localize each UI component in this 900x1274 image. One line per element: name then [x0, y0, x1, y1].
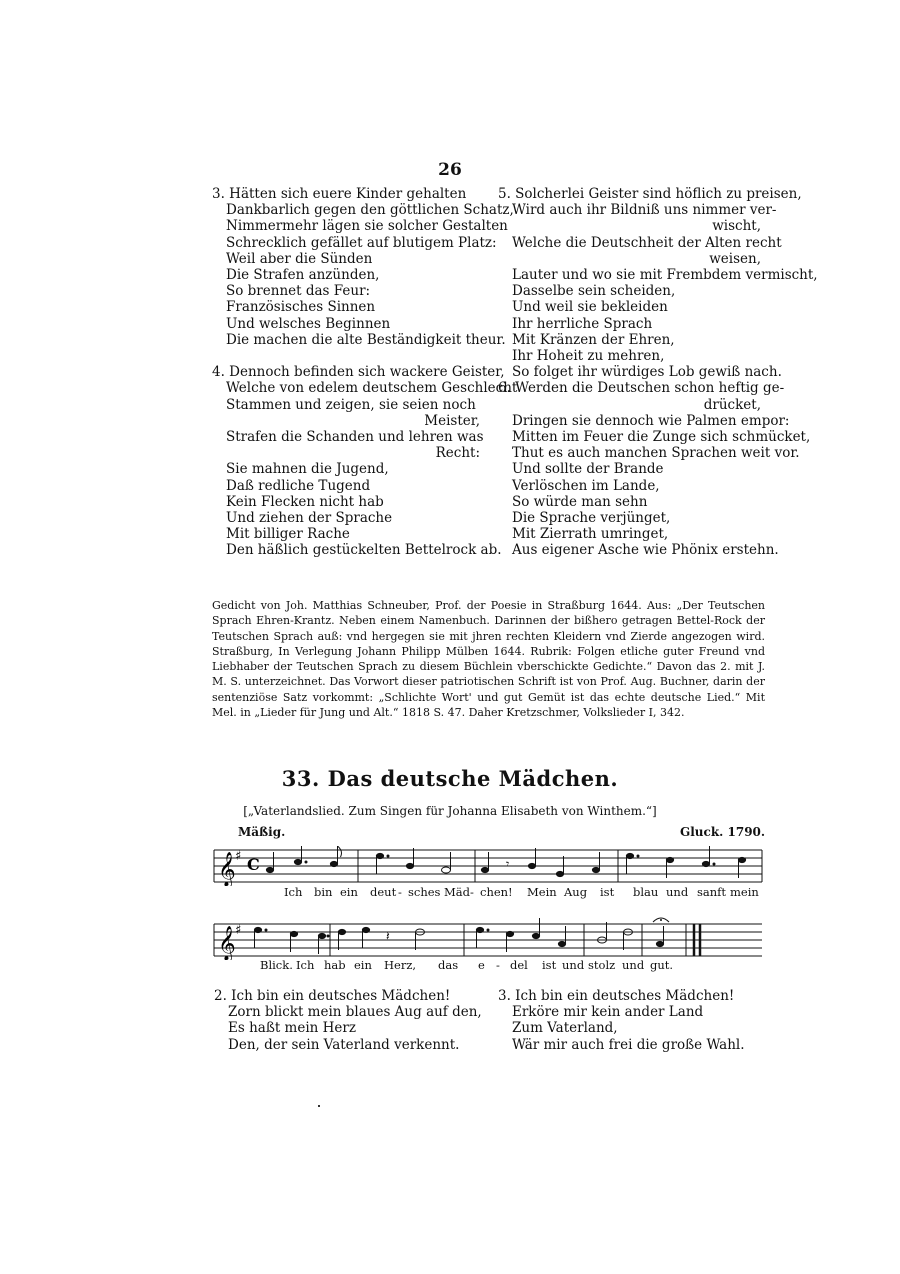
- poem-line: Wird auch ihr Bildniß uns nimmer ver-: [512, 202, 777, 219]
- svg-text:C: C: [247, 855, 260, 874]
- poem-line: So folget ihr würdiges Lob gewiß nach.: [512, 364, 782, 381]
- treble-clef-icon: 𝄞: [218, 926, 236, 960]
- page-number: 26: [438, 160, 462, 180]
- poem-line: Und ziehen der Sprache: [226, 510, 393, 527]
- poem-line: Die Sprache verjünget,: [512, 510, 671, 527]
- poem-right-column: [498, 186, 818, 559]
- print-speck: [318, 1105, 320, 1107]
- svg-text:𝄾: 𝄾: [506, 857, 510, 871]
- poem-line: Nimmermehr lägen sie solcher Gestalten: [226, 218, 508, 235]
- poem-line: So brennet das Feur:: [226, 283, 371, 300]
- song-title: 33. Das deutsche Mädchen.: [281, 766, 619, 791]
- poem-line: 4. Dennoch befinden sich wackere Geister,: [212, 364, 505, 381]
- composer-credit: Gluck. 1790.: [680, 825, 766, 839]
- poem-line: Meister,: [424, 412, 480, 429]
- treble-clef-icon: 𝄞: [218, 852, 236, 886]
- poem-line: Und weil sie bekleiden: [512, 299, 668, 316]
- poem-line: Und sollte der Brande: [512, 461, 664, 478]
- poem-line: So würde man sehn: [512, 493, 648, 510]
- poem-line: Mit Zierrath umringet,: [512, 526, 669, 543]
- poem-line: Und welsches Beginnen: [226, 315, 391, 332]
- verse-2: 2. Ich bin ein deutsches Mädchen! Zorn blickt mein blaues Aug auf den, Es haßt mein Herz Den, der sein Vaterland verkennt.: [214, 988, 482, 1053]
- tempo-marking: Mäßig.: [238, 825, 286, 839]
- poem-line: Sie mahnen die Jugend,: [226, 461, 389, 478]
- poem-line: Stammen und zeigen, sie seien noch: [226, 396, 476, 413]
- poem-line: Verlöschen im Lande,: [512, 477, 660, 494]
- poem-line: Ihr Hoheit zu mehren,: [512, 348, 665, 365]
- poem-line: Strafen die Schanden und lehren was: [226, 429, 484, 446]
- poem-line: Ihr herrliche Sprach: [512, 315, 653, 332]
- poem-line: Dankbarlich gegen den göttlichen Schatz,: [226, 202, 514, 219]
- poem-line: Die machen die alte Beständigkeit theur.: [226, 331, 506, 348]
- poem-line: Aus eigener Asche wie Phönix erstehn.: [512, 542, 779, 559]
- poem-line: Thut es auch manchen Sprachen weit vor.: [512, 445, 800, 462]
- poem-line: Daß redliche Tugend: [226, 477, 371, 494]
- poem-line: wischt,: [712, 218, 761, 235]
- sharp-icon: ♯: [235, 923, 242, 938]
- sharp-icon: ♯: [235, 849, 242, 864]
- poem-line: Die Strafen anzünden,: [226, 267, 380, 284]
- poem-line: Mitten im Feuer die Zunge sich schmücket,: [512, 429, 811, 446]
- poem-line: Dringen sie dennoch wie Palmen empor:: [512, 412, 790, 429]
- music-staff-1: [210, 846, 766, 886]
- poem-line: Dasselbe sein scheiden,: [512, 283, 676, 300]
- poem-line: Mit billiger Rache: [226, 526, 350, 543]
- poem-line: drücket,: [703, 396, 761, 413]
- poem-line: Weil aber die Sünden: [226, 250, 373, 267]
- poem-line: Mit Kränzen der Ehren,: [512, 331, 675, 348]
- poem-line: 3. Hätten sich euere Kinder gehalten: [212, 186, 467, 202]
- poem-line: 5. Solcherlei Geister sind höflich zu preisen,: [498, 186, 802, 202]
- poem-line: Kein Flecken nicht hab: [226, 493, 384, 510]
- poem-line: Den häßlich gestückelten Bettelrock ab.: [226, 542, 502, 559]
- poem-line: Französisches Sinnen: [226, 299, 376, 316]
- poem-line: Welche die Deutschheit der Alten recht: [512, 234, 782, 251]
- poem-line: weisen,: [709, 250, 761, 267]
- poem-line: Lauter und wo sie mit Frembdem vermischt,: [512, 267, 818, 284]
- poem-line: Schrecklich gefället auf blutigem Platz:: [226, 234, 497, 251]
- source-notes: Gedicht von Joh. Matthias Schneuber, Prof. der Poesie in Straßburg 1644. Aus: „Der Teutschen Sprach Ehren-Krantz. Neben einem Namenbuch. Darinnen der bißhero getragen Bettel-Rock der Teutschen Sprach auß: vnd hergegen sie mit jhren rechten Kleidern vnd Zierde angezogen wird. Straßburg, In Verlegung Johann Philipp Mülben 1644. Rubrik: Folgen etliche guter Freund vnd Liebhaber der Teutschen Sprach zu diesem Büchlein vberschickte Gedichte.“ Davon das 2. mit J. M. S. unterzeichnet. Das Vorwort dieser patriotischen Schrift ist von Prof. Aug. Buchner, darin der sentenziöse Satz vorkommt: „Schlichte Wort' und gut Gemüt ist das echte deutsche Lied.“ Mit Mel. in „Lieder für Jung und Alt.“ 1818 S. 47. Daher Kretzschmer, Volkslieder I, 342.: [212, 599, 765, 720]
- verse-3: 3. Ich bin ein deutsches Mädchen! Erköre mir kein ander Land Zum Vaterland, Wär mir auch frei die große Wahl.: [498, 988, 745, 1053]
- song-subtitle: [„Vaterlandslied. Zum Singen für Johanna Elisabeth von Winthem.“]: [243, 804, 657, 818]
- poem-left-column: [212, 186, 518, 559]
- poem-line: Recht:: [435, 445, 480, 462]
- poem-line: [212, 348, 480, 364]
- poem-line: 6. Werden die Deutschen schon heftig ge-: [498, 380, 785, 397]
- music-staff-2: [210, 916, 766, 960]
- poem-line: Welche von edelem deutschem Geschlecht: [226, 380, 518, 397]
- svg-text:𝄽: 𝄽: [386, 929, 390, 943]
